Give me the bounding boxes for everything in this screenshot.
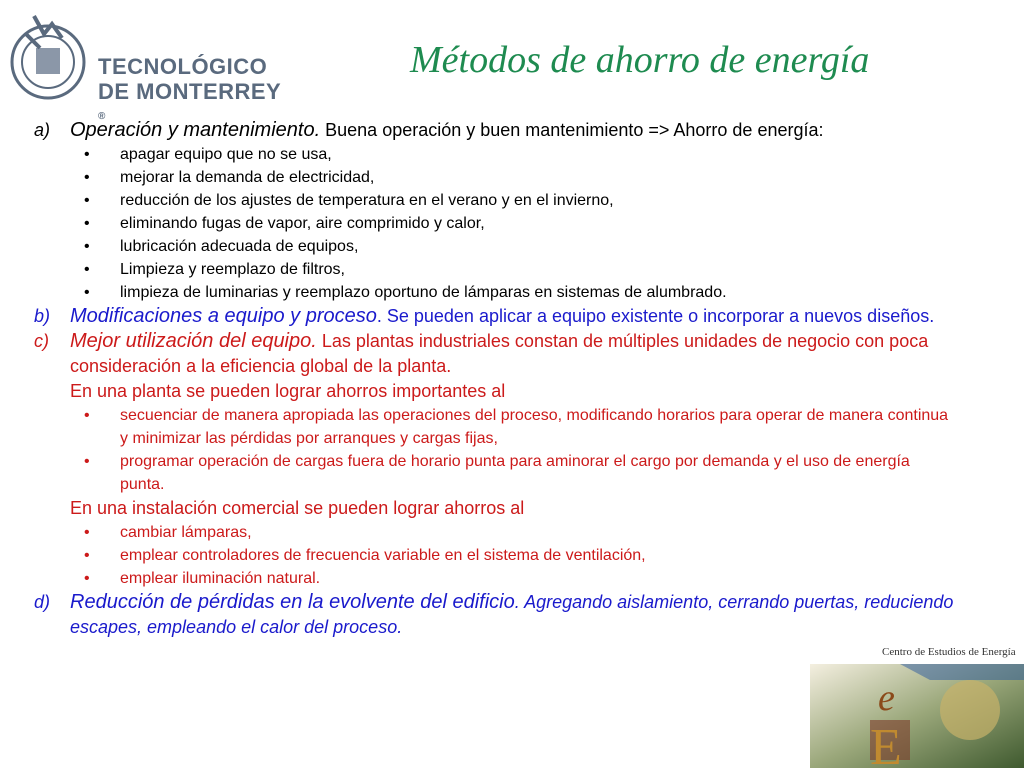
- cee-logo: [780, 640, 1024, 768]
- list-item: • reducción de los ajustes de temperatura en el verano y en el invierno,: [84, 192, 614, 209]
- logo-line-1: TECNOLÓGICO: [98, 54, 268, 79]
- item-b-marker: b): [34, 306, 51, 326]
- item-c-sub1: En una planta se pueden lograr ahorros importantes al: [70, 381, 506, 401]
- item-a-bullets: [34, 143, 954, 304]
- item-a: [34, 118, 954, 143]
- item-a-marker: a): [34, 120, 51, 140]
- slide-title: Métodos de ahorro de energía: [410, 39, 870, 81]
- item-d: [34, 590, 954, 640]
- list-item: • secuenciar de manera apropiada las operaciones del proceso, modificando horarios para operar de manera continua y minimizar las pérdidas por arranques y cargas fijas,: [84, 407, 949, 447]
- list-item: • cambiar lámparas,: [84, 524, 252, 541]
- tec-monterrey-logo: [6, 4, 291, 122]
- item-c-sub2: En una instalación comercial se pueden lograr ahorros al: [70, 498, 525, 518]
- list-item: • mejorar la demanda de electricidad,: [84, 169, 375, 186]
- list-item: • emplear iluminación natural.: [84, 570, 321, 587]
- item-c-lead: Mejor utilización del equipo.: [70, 330, 317, 352]
- list-item: • Limpieza y reemplazo de filtros,: [84, 261, 345, 278]
- list-item: • eliminando fugas de vapor, aire comprimido y calor,: [84, 215, 485, 232]
- slide-content: [34, 118, 954, 640]
- list-item: • limpieza de luminarias y reemplazo oportuno de lámparas en sistemas de alumbrado.: [84, 284, 727, 301]
- list-item: • emplear controladores de frecuencia variable en el sistema de ventilación,: [84, 547, 646, 564]
- item-c: [34, 329, 954, 379]
- item-d-marker: d): [34, 592, 51, 612]
- item-b-text: . Se pueden aplicar a equipo existente o incorporar a nuevos diseños.: [376, 306, 935, 326]
- cee-letter-e: e: [878, 677, 895, 719]
- cee-collage-icon: [780, 640, 1024, 768]
- item-a-text: Buena operación y buen mantenimiento => Ahorro de energía:: [320, 120, 824, 140]
- item-c-bullets-2: [34, 521, 954, 590]
- item-c-bullets-1: [34, 404, 954, 496]
- item-c-text: Las plantas industriales constan de múltiples unidades de negocio con poca consideración a la eficiencia global de la planta.: [70, 331, 929, 376]
- list-item: • programar operación de cargas fuera de horario punta para aminorar el cargo por demanda y el uso de energía punta.: [84, 453, 910, 493]
- tec-seal-icon: [6, 4, 90, 106]
- item-c-marker: c): [34, 331, 49, 351]
- logo-line-2: DE MONTERREY ®: [98, 79, 281, 122]
- list-item: • apagar equipo que no se usa,: [84, 146, 332, 163]
- item-d-text: . Agregando aislamiento, cerrando puertas, reduciendo escapes, empleando el calor del proceso.: [70, 592, 954, 637]
- item-d-lead: Reducción de pérdidas en la evolvente del edificio: [70, 591, 515, 613]
- cee-caption: Centro de Estudios de Energía: [882, 646, 1016, 658]
- list-item: • lubricación adecuada de equipos,: [84, 238, 359, 255]
- item-b-lead: Modificaciones a equipo y proceso: [70, 305, 377, 327]
- item-b: [34, 304, 954, 329]
- item-a-lead: Operación y mantenimiento.: [70, 119, 321, 141]
- cee-letter-E: E: [870, 719, 902, 768]
